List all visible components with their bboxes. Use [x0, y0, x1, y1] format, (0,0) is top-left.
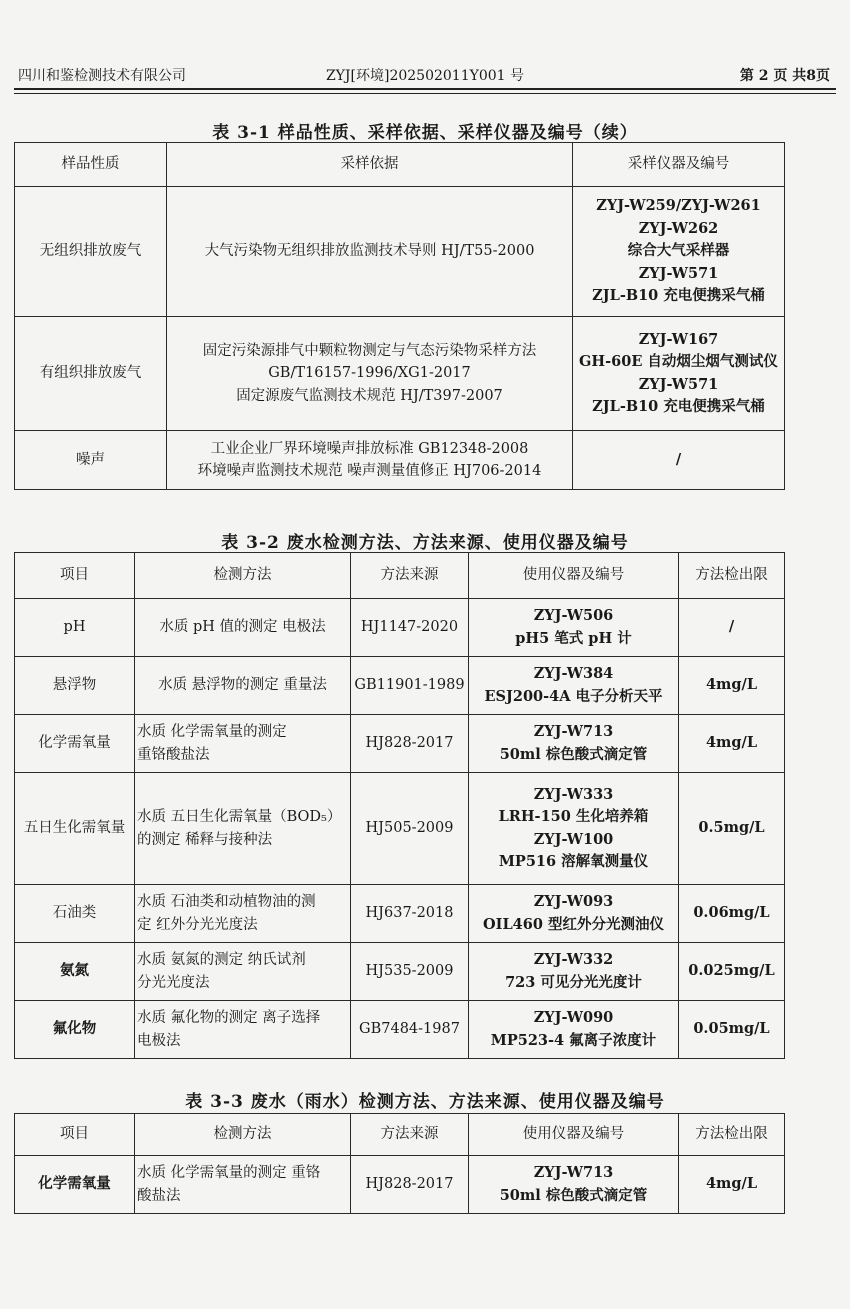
method-cell-line: 水质 化学需氧量的测定	[137, 724, 287, 741]
source-cell: HJ637-2018	[351, 885, 469, 943]
detection-limit-cell: 4mg/L	[679, 657, 785, 715]
instrument-cell-line: MP516 溶解氧测量仪	[498, 852, 649, 870]
item-cell: pH	[15, 599, 135, 657]
table-row	[15, 657, 785, 715]
sampling-basis-cell-line: 固定源废气监测技术规范 HJ/T397-2007	[236, 387, 503, 404]
column-header: 检测方法	[135, 1114, 351, 1156]
table-row	[15, 943, 785, 1001]
table-3-2-caption: 表 3-2 废水检测方法、方法来源、使用仪器及编号	[221, 533, 629, 553]
instrument-cell	[469, 1001, 679, 1059]
instrument-cell-line: ZYJ-W262	[638, 219, 719, 237]
instrument-cell-line: pH5 笔式 pH 计	[515, 629, 632, 647]
source-cell: HJ828-2017	[351, 1156, 469, 1214]
instrument-cell	[469, 715, 679, 773]
sample-nature-cell: 有组织排放废气	[15, 317, 167, 431]
column-header: 检测方法	[135, 553, 351, 599]
sampling-basis-cell-line: 固定污染源排气中颗粒物测定与气态污染物采样方法	[202, 342, 537, 359]
instrument-cell-line: ZYJ-W713	[533, 723, 614, 741]
source-cell: HJ828-2017	[351, 715, 469, 773]
method-cell-line: 电极法	[137, 1032, 181, 1049]
instrument-cell-line: ZYJ-W167	[638, 330, 719, 348]
method-cell-line: 酸盐法	[137, 1187, 181, 1204]
table-row	[15, 715, 785, 773]
sampling-basis-cell	[167, 187, 573, 317]
instrument-cell-line: ZYJ-W332	[533, 951, 614, 969]
item-cell: 氟化物	[15, 1001, 135, 1059]
source-cell: HJ505-2009	[351, 773, 469, 885]
source-cell: GB7484-1987	[351, 1001, 469, 1059]
instrument-cell	[573, 431, 785, 490]
column-header: 方法来源	[351, 1114, 469, 1156]
detection-limit-cell: /	[679, 599, 785, 657]
instrument-cell-line: OIL460 型红外分光测油仪	[483, 915, 664, 933]
table-row	[15, 431, 785, 490]
column-header: 采样依据	[167, 143, 573, 187]
instrument-cell-line: ZYJ-W100	[533, 830, 614, 848]
instrument-cell	[469, 657, 679, 715]
column-header: 样品性质	[15, 143, 167, 187]
column-header: 项目	[15, 553, 135, 599]
method-cell-line: 定 红外分光光度法	[137, 916, 258, 933]
method-cell-line: 分光光度法	[137, 974, 210, 991]
table-row	[15, 885, 785, 943]
method-cell-line: 水质 石油类和动植物油的测	[137, 894, 316, 911]
source-cell: HJ1147-2020	[351, 599, 469, 657]
method-cell	[135, 715, 351, 773]
item-cell: 化学需氧量	[15, 1156, 135, 1214]
table-header-row	[15, 553, 785, 599]
method-cell	[135, 1156, 351, 1214]
method-cell	[135, 773, 351, 885]
item-cell: 石油类	[15, 885, 135, 943]
instrument-cell	[469, 773, 679, 885]
instrument-cell-line: ESJ200-4A 电子分析天平	[484, 687, 663, 705]
sampling-basis-cell	[167, 317, 573, 431]
detection-limit-cell: 4mg/L	[679, 1156, 785, 1214]
instrument-cell-line: 50ml 棕色酸式滴定管	[499, 1186, 648, 1204]
detection-limit-cell: 0.5mg/L	[679, 773, 785, 885]
method-cell-line: 的测定 稀释与接种法	[137, 831, 273, 848]
table-row	[15, 1001, 785, 1059]
instrument-cell	[469, 599, 679, 657]
instrument-cell-line: ZYJ-W259/ZYJ-W261	[596, 197, 761, 215]
method-cell	[135, 885, 351, 943]
column-header: 采样仪器及编号	[573, 143, 785, 187]
company-name: 四川和鉴检测技术有限公司	[18, 68, 186, 84]
instrument-cell-line: ZYJ-W333	[533, 785, 614, 803]
instrument-cell-line: 723 可见分光光度计	[505, 973, 642, 991]
table-3-3-caption: 表 3-3 废水（雨水）检测方法、方法来源、使用仪器及编号	[185, 1092, 665, 1112]
detection-limit-cell: 0.025mg/L	[679, 943, 785, 1001]
sampling-basis-cell	[167, 431, 573, 490]
instrument-cell-line: GH-60E 自动烟尘烟气测试仪	[579, 353, 778, 371]
table-row	[15, 187, 785, 317]
sampling-basis-cell-line: 工业企业厂界环境噪声排放标准 GB12348-2008	[210, 440, 529, 457]
table-row	[15, 773, 785, 885]
table-3-3	[14, 1113, 785, 1214]
method-cell-line: 水质 化学需氧量的测定 重铬	[137, 1165, 321, 1182]
instrument-cell-line: ZYJ-W571	[638, 375, 719, 393]
table-3-1	[14, 142, 785, 490]
sampling-basis-cell-line: GB/T16157-1996/XG1-2017	[268, 365, 471, 382]
instrument-cell-line: ZYJ-W384	[533, 665, 614, 683]
item-cell: 氨氮	[15, 943, 135, 1001]
table-row	[15, 317, 785, 431]
table-row	[15, 1156, 785, 1214]
instrument-cell-line: LRH-150 生化培养箱	[498, 808, 649, 826]
method-cell-line: 水质 pH 值的测定 电极法	[159, 619, 326, 636]
instrument-cell-line: ZYJ-W571	[638, 264, 719, 282]
instrument-cell-line: /	[675, 450, 682, 468]
column-header: 方法来源	[351, 553, 469, 599]
method-cell	[135, 657, 351, 715]
source-cell: HJ535-2009	[351, 943, 469, 1001]
instrument-cell-line: ZJL-B10 充电便携采气桶	[592, 287, 765, 305]
column-header: 项目	[15, 1114, 135, 1156]
detection-limit-cell: 0.06mg/L	[679, 885, 785, 943]
method-cell-line: 水质 氨氮的测定 纳氏试剂	[137, 952, 306, 969]
instrument-cell-line: ZYJ-W713	[533, 1164, 614, 1182]
instrument-cell-line: 50ml 棕色酸式滴定管	[499, 745, 648, 763]
instrument-cell	[573, 317, 785, 431]
instrument-cell-line: ZYJ-W093	[533, 893, 614, 911]
instrument-cell-line: ZYJ-W506	[533, 607, 614, 625]
source-cell: GB11901-1989	[351, 657, 469, 715]
header-rule	[14, 88, 836, 90]
instrument-cell	[469, 943, 679, 1001]
table-header-row	[15, 1114, 785, 1156]
column-header: 方法检出限	[679, 1114, 785, 1156]
item-cell: 悬浮物	[15, 657, 135, 715]
table-header-row	[15, 143, 785, 187]
instrument-cell	[469, 1156, 679, 1214]
document-number: ZYJ[环境]202502011Y001 号	[325, 68, 525, 84]
method-cell-line: 重铬酸盐法	[137, 746, 210, 763]
sample-nature-cell: 无组织排放废气	[15, 187, 167, 317]
sampling-basis-cell-line: 大气污染物无组织排放监测技术导则 HJ/T55-2000	[204, 243, 535, 260]
method-cell	[135, 599, 351, 657]
detection-limit-cell: 0.05mg/L	[679, 1001, 785, 1059]
detection-limit-cell: 4mg/L	[679, 715, 785, 773]
header-rule-thin	[14, 93, 836, 94]
sampling-basis-cell-line: 环境噪声监测技术规范 噪声测量值修正 HJ706-2014	[197, 463, 542, 479]
instrument-cell	[469, 885, 679, 943]
column-header: 使用仪器及编号	[469, 1114, 679, 1156]
instrument-cell-line: ZJL-B10 充电便携采气桶	[592, 397, 765, 415]
method-cell-line: 水质 悬浮物的测定 重量法	[158, 677, 327, 694]
instrument-cell-line: MP523-4 氟离子浓度计	[490, 1031, 657, 1049]
method-cell	[135, 1001, 351, 1059]
instrument-cell-line: ZYJ-W090	[533, 1009, 614, 1027]
column-header: 使用仪器及编号	[469, 553, 679, 599]
table-row	[15, 599, 785, 657]
table-3-1-caption: 表 3-1 样品性质、采样依据、采样仪器及编号（续）	[212, 123, 638, 143]
instrument-cell-line: 综合大气采样器	[627, 242, 730, 260]
item-cell: 五日生化需氧量	[15, 773, 135, 885]
method-cell	[135, 943, 351, 1001]
item-cell: 化学需氧量	[15, 715, 135, 773]
page-header	[14, 62, 836, 88]
page-number: 第 2 页 共8页	[739, 68, 830, 84]
column-header: 方法检出限	[679, 553, 785, 599]
method-cell-line: 水质 五日生化需氧量（BOD₅）	[137, 809, 342, 826]
table-3-2	[14, 552, 785, 1059]
instrument-cell	[573, 187, 785, 317]
sample-nature-cell: 噪声	[15, 431, 167, 490]
method-cell-line: 水质 氟化物的测定 离子选择	[137, 1010, 321, 1027]
